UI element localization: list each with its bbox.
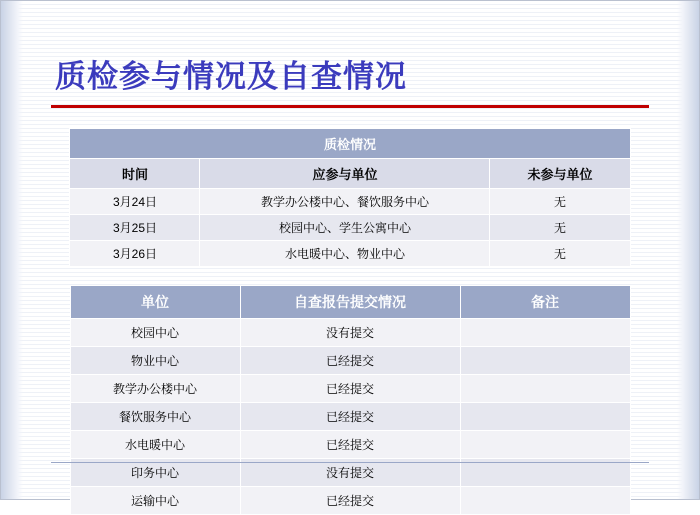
table-header-row xyxy=(70,158,630,188)
inspection-participation-table xyxy=(69,128,630,267)
table1-header-time: 时间 xyxy=(70,158,200,188)
table1-cell-date: 3月25日 xyxy=(70,214,200,240)
table1-cell-expected: 水电暖中心、物业中心 xyxy=(200,240,490,266)
table2-cell-submission: 已经提交 xyxy=(240,430,460,458)
table1-cell-expected: 校园中心、学生公寓中心 xyxy=(200,214,490,240)
table2-header-submission: 自查报告提交情况 xyxy=(240,285,460,318)
table-row xyxy=(70,214,630,240)
table2-cell-remark xyxy=(460,346,630,374)
table2-cell-submission: 已经提交 xyxy=(240,346,460,374)
table2-cell-unit: 餐饮服务中心 xyxy=(70,402,240,430)
table-row xyxy=(70,240,630,266)
footer-divider xyxy=(51,462,649,463)
title-underline xyxy=(51,105,649,108)
table2-cell-unit: 教学办公楼中心 xyxy=(70,374,240,402)
table1-caption: 质检情况 xyxy=(70,128,630,158)
table2-cell-unit: 水电暖中心 xyxy=(70,430,240,458)
table1-cell-expected: 教学办公楼中心、餐饮服务中心 xyxy=(200,188,490,214)
table2-header-unit: 单位 xyxy=(70,285,240,318)
table2-cell-submission: 已经提交 xyxy=(240,374,460,402)
table1-cell-absent: 无 xyxy=(490,240,630,266)
self-inspection-report-table xyxy=(70,285,631,515)
table2-cell-submission: 已经提交 xyxy=(240,486,460,514)
table2-cell-unit: 运输中心 xyxy=(70,486,240,514)
table1-cell-absent: 无 xyxy=(490,214,630,240)
slide-content xyxy=(1,1,699,515)
table2-cell-unit: 印务中心 xyxy=(70,458,240,486)
table-row xyxy=(70,430,630,458)
table2-header-remark: 备注 xyxy=(460,285,630,318)
table-row xyxy=(70,402,630,430)
table2-cell-remark xyxy=(460,318,630,346)
table1-header-absent-units: 未参与单位 xyxy=(490,158,630,188)
table2-cell-submission: 没有提交 xyxy=(240,458,460,486)
table-row xyxy=(70,188,630,214)
table1-cell-absent: 无 xyxy=(490,188,630,214)
table-row xyxy=(70,486,630,514)
table1-cell-date: 3月24日 xyxy=(70,188,200,214)
table1-header-expected-units: 应参与单位 xyxy=(200,158,490,188)
table2-cell-submission: 已经提交 xyxy=(240,402,460,430)
table1-cell-date: 3月26日 xyxy=(70,240,200,266)
table-row xyxy=(70,374,630,402)
table2-cell-remark xyxy=(460,430,630,458)
table-caption-row xyxy=(70,128,630,158)
page-title: 质检参与情况及自查情况 xyxy=(55,59,407,94)
table-row xyxy=(70,346,630,374)
table-row xyxy=(70,318,630,346)
table2-cell-unit: 物业中心 xyxy=(70,346,240,374)
table2-cell-remark xyxy=(460,402,630,430)
table2-cell-remark xyxy=(460,486,630,514)
table2-cell-unit: 校园中心 xyxy=(70,318,240,346)
table-header-row xyxy=(70,285,630,318)
table2-cell-remark xyxy=(460,374,630,402)
table2-cell-submission: 没有提交 xyxy=(240,318,460,346)
